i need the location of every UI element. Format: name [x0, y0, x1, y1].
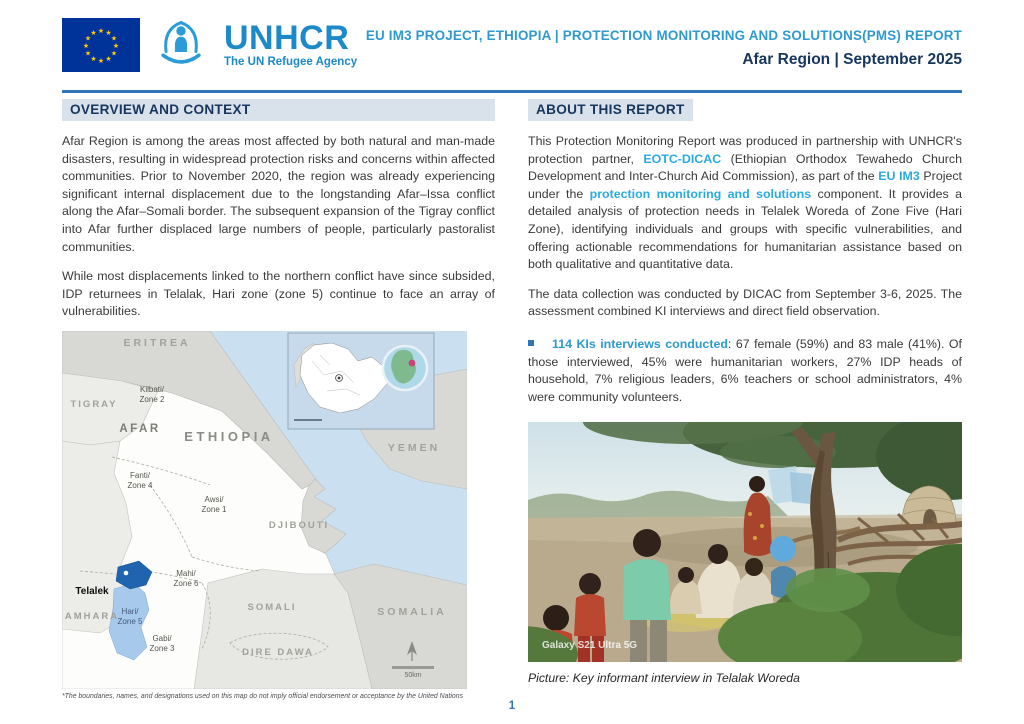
svg-text:★: ★: [90, 29, 97, 37]
about-heading: ABOUT THIS REPORT: [528, 99, 693, 121]
about-paragraph-1: [528, 133, 962, 274]
map-inset-ethiopia: [288, 333, 434, 429]
unhcr-wordmark: UNHCR: [224, 19, 350, 58]
ki-interviews-bullet: [528, 336, 962, 406]
logo-group: [62, 14, 357, 74]
overview-paragraph-1: Afar Region is among the areas most affected by both natural and man-made disasters, resulting in widespread protection risks and concerns within affected communities. Prior to November 2020, the region was already experiencing significant internal displacement due to the longstanding Afar–Issa conflict along the Afar–Somali border. The subsequent expansion of the Tigray conflict into Afar further displaced large numbers of people, particularly pastoralist communities.: [62, 134, 495, 254]
field-photo: [528, 422, 962, 662]
unhcr-wordmark-block: [224, 21, 357, 69]
text-segment: Project under the: [528, 169, 962, 201]
svg-text:★: ★: [84, 49, 92, 58]
text-segment: This Protection Monitoring Report was produced in partnership with UNHCR's protection partner,: [528, 134, 962, 166]
svg-text:★: ★: [90, 55, 97, 63]
map-label-djibouti: DJIBOUTI: [268, 520, 330, 532]
map-figure: [62, 331, 467, 689]
map-label-tigray: TIGRAY: [70, 399, 118, 411]
map-label-awsi-2: Zone 1: [201, 505, 227, 515]
report-subtitle: Afar Region | September 2025: [742, 51, 962, 68]
overview-heading: OVERVIEW AND CONTEXT: [62, 99, 495, 121]
map-label-gabi-2: Zone 3: [149, 644, 175, 654]
map-label-amhara: AMHARA: [64, 611, 120, 623]
text-segment: component. It provides a detailed analysis of protection needs in Telalek Woreda of Zone Five (Hari Zone), identifying individuals and groups with specific vulnerabilities, and offering actionable recommendations for humanitarian assistance based on both qualitative and quantitative data.: [528, 186, 962, 272]
content-columns: [62, 99, 962, 701]
svg-text:★: ★: [110, 34, 118, 43]
map-label-ethiopia: ETHIOPIA: [184, 429, 274, 445]
svg-text:★: ★: [105, 29, 112, 37]
map-label-kilbati-1: Kilbati/: [139, 385, 165, 395]
svg-text:★: ★: [97, 27, 105, 35]
header-divider: [62, 90, 962, 93]
map-label-hari-2: Zone 5: [117, 617, 143, 627]
link-pms-component[interactable]: protection monitoring and solutions: [589, 186, 812, 201]
left-column: [62, 99, 495, 701]
link-eotc-dicac[interactable]: EOTC-DICAC: [643, 151, 722, 166]
map-label-telalek: Telalek: [75, 586, 109, 598]
map-telalek-marker: [124, 571, 129, 576]
unhcr-tagline: The UN Refugee Agency: [224, 56, 358, 69]
map-footnote: *The boundaries, names, and designations used on this map do not imply official endorsement or acceptance by the United Nations: [62, 693, 464, 701]
link-eu-im3[interactable]: EU IM3: [878, 169, 920, 184]
header-titles: [357, 14, 962, 69]
map-label-kilbati-2: Zone 2: [139, 395, 165, 405]
map-label-mahi-1: Mahi/: [176, 569, 196, 579]
svg-text:★: ★: [84, 34, 92, 43]
bullet-text: : 67 female (59%) and 83 male (41%). Of those interviewed, 45% were humanitarian workers, 27% IDP heads of household, 7% religious leaders, 6% teachers or school administrators, 4% were community volunteers.: [528, 337, 962, 404]
svg-text:★: ★: [112, 42, 120, 50]
report-title: EU IM3 PROJECT, ETHIOPIA | PROTECTION MONITORING AND SOLUTIONS(PMS) REPORT: [365, 28, 962, 43]
photo-watermark: Galaxy S21 Ultra 5G: [542, 639, 638, 651]
map-label-hari-1: Hari/: [121, 607, 139, 617]
svg-text:★: ★: [97, 57, 105, 65]
bullet-square-icon: [528, 340, 534, 346]
photo-illustration: [528, 422, 962, 662]
svg-text:★: ★: [110, 49, 118, 58]
map-label-dire-dawa: DIRE DAWA: [242, 647, 314, 659]
overview-paragraph-2: While most displacements linked to the northern conflict have since subsided, IDP returnees in Telalak, Hari zone (zone 5) continue to face an array of vulnerabilities.: [62, 269, 495, 319]
bullet-lead: 114 KIs interviews conducted: [552, 337, 728, 352]
map-label-fanti-1: Fanti/: [129, 471, 151, 481]
svg-text:★: ★: [105, 55, 112, 63]
afar-region-map: [62, 331, 495, 689]
map-label-gabi-1: Gabi/: [152, 634, 172, 644]
right-column: [528, 99, 962, 701]
svg-text:★: ★: [82, 42, 90, 50]
page-header: [62, 14, 962, 86]
map-label-eritrea: ERITREA: [123, 337, 191, 350]
map-label-somalia: SOMALIA: [377, 606, 447, 619]
map-label-afar: AFAR: [119, 423, 161, 436]
unhcr-emblem-icon: [152, 16, 210, 74]
page-number: 1: [508, 700, 516, 712]
map-label-yemen: YEMEN: [387, 442, 441, 455]
map-label-fanti-2: Zone 4: [127, 481, 153, 491]
about-paragraph-2: The data collection was conducted by DICAC from September 3-6, 2025. The assessment combined KI interviews and direct field observation.: [528, 286, 962, 319]
map-scale-label: 50km: [404, 672, 422, 680]
eu-flag-icon: [62, 18, 140, 72]
map-label-mahi-2: Zone 6: [173, 579, 199, 589]
map-label-somali: SOMALI: [247, 602, 297, 614]
text-segment: (Ethiopian Orthodox Tewahedo Church Development and Inter-Church Aid Commission), as part of the: [528, 151, 962, 184]
map-label-awsi-1: Awsi/: [204, 495, 224, 505]
photo-caption: Picture: Key informant interview in Telalak Woreda: [528, 670, 800, 685]
